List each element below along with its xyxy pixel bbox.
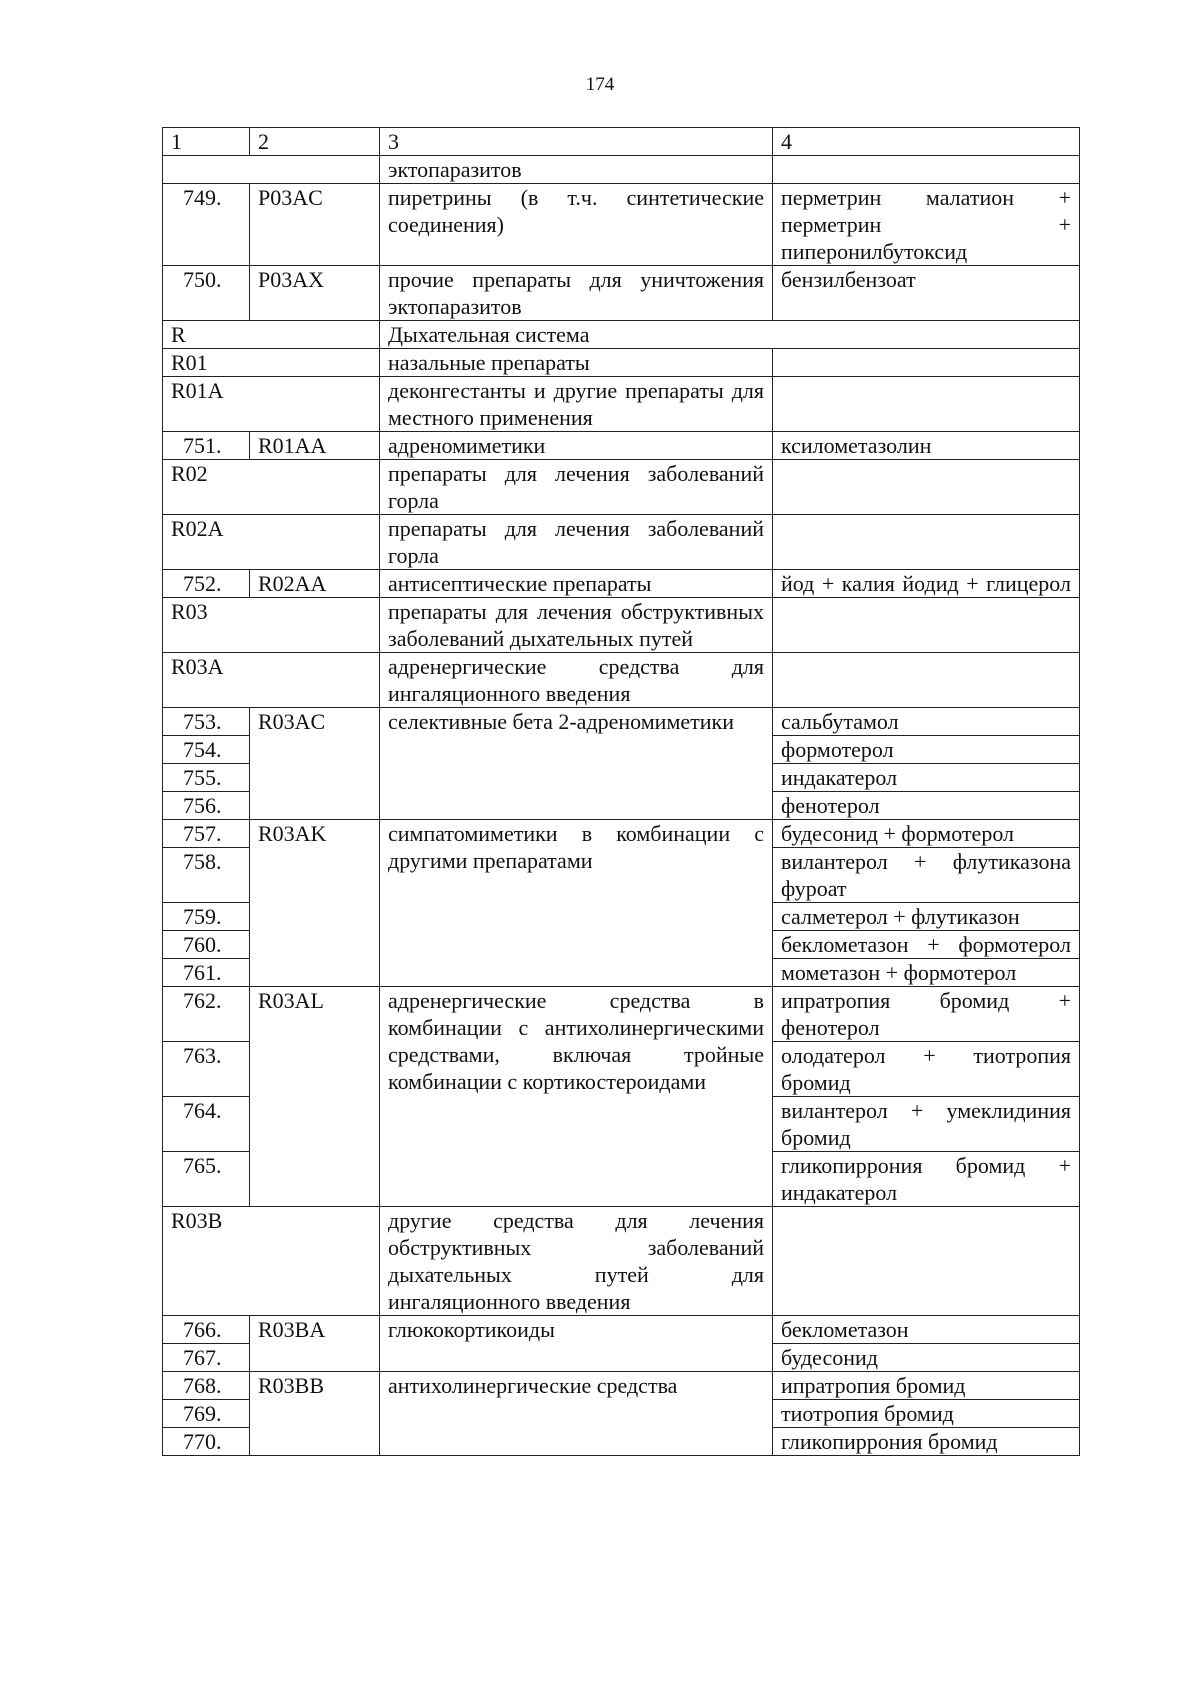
row-number: 767. xyxy=(163,1344,250,1372)
group-row xyxy=(163,1207,1080,1316)
table-row xyxy=(163,708,1080,736)
row-number: 769. xyxy=(163,1400,250,1428)
drug-cell: формотерол xyxy=(773,736,1080,764)
drug-cell: олодатерол + тиотропия бромид xyxy=(773,1042,1080,1097)
column-header: 4 xyxy=(773,128,1080,156)
row-number: 764. xyxy=(163,1097,250,1152)
row-number: 753. xyxy=(163,708,250,736)
table-row xyxy=(163,1372,1080,1400)
atc-code: R xyxy=(163,321,380,349)
table-row xyxy=(163,820,1080,848)
description-cell: эктопаразитов xyxy=(380,156,773,184)
row-number: 758. xyxy=(163,848,250,903)
drug-cell: тиотропия бромид xyxy=(773,1400,1080,1428)
row-number: 755. xyxy=(163,764,250,792)
table-row xyxy=(163,184,1080,266)
drug-cell: будесонид + формотерол xyxy=(773,820,1080,848)
atc-code: R03AK xyxy=(250,820,380,987)
row-number: 756. xyxy=(163,792,250,820)
drug-cell: будесонид xyxy=(773,1344,1080,1372)
description-cell: симпатомиметики в комбинации с другими препаратами xyxy=(380,820,773,987)
atc-code: R03BA xyxy=(250,1316,380,1372)
description-cell: антисептические препараты xyxy=(380,570,773,598)
table-row xyxy=(163,570,1080,598)
row-number: 760. xyxy=(163,931,250,959)
drug-cell: вилантерол + умеклидиния бромид xyxy=(773,1097,1080,1152)
atc-code: R03AL xyxy=(250,987,380,1207)
atc-code: R01A xyxy=(163,377,380,432)
atc-code: P03AC xyxy=(250,184,380,266)
atc-code: R03 xyxy=(163,598,380,653)
description-cell: адреномиметики xyxy=(380,432,773,460)
atc-code: R03AC xyxy=(250,708,380,820)
atc-code: R03BB xyxy=(250,1372,380,1456)
group-row xyxy=(163,653,1080,708)
drug-cell: индакатерол xyxy=(773,764,1080,792)
drug-cell: гликопиррония бромид xyxy=(773,1428,1080,1456)
table-row xyxy=(163,156,1080,184)
row-number: 757. xyxy=(163,820,250,848)
description-cell: препараты для лечения заболеваний горла xyxy=(380,460,773,515)
atc-code: R02A xyxy=(163,515,380,570)
table-row xyxy=(163,1316,1080,1344)
drug-cell: ипратропия бромид xyxy=(773,1372,1080,1400)
table-row xyxy=(163,266,1080,321)
drug-cell: салметерол + флутиказон xyxy=(773,903,1080,931)
description-cell: глюкокортикоиды xyxy=(380,1316,773,1372)
atc-code: R01 xyxy=(163,349,380,377)
section-title: Дыхательная система xyxy=(380,321,1080,349)
drug-cell: фенотерол xyxy=(773,792,1080,820)
page-number: 174 xyxy=(585,74,615,95)
group-row xyxy=(163,377,1080,432)
row-number: 761. xyxy=(163,959,250,987)
drug-cell: вилантерол + флутиказона фуроат xyxy=(773,848,1080,903)
drug-list-table xyxy=(162,127,1080,1456)
atc-code: R03A xyxy=(163,653,380,708)
section-row xyxy=(163,321,1080,349)
description-cell: пиретрины (в т.ч. синтетические соединения) xyxy=(380,184,773,266)
row-number: 765. xyxy=(163,1152,250,1207)
description-cell: другие средства для лечения обструктивных заболеваний дыхательных путей для ингаляционного введения xyxy=(380,1207,773,1316)
drug-cell: мометазон + формотерол xyxy=(773,959,1080,987)
drug-cell: гликопиррония бромид + индакатерол xyxy=(773,1152,1080,1207)
group-row xyxy=(163,349,1080,377)
atc-code: R03B xyxy=(163,1207,380,1316)
drug-cell: беклометазон + формотерол xyxy=(773,931,1080,959)
table-row xyxy=(163,432,1080,460)
table-header-row xyxy=(163,128,1080,156)
drug-cell: перметрин малатион + перметрин + пиперонилбутоксид xyxy=(773,184,1080,266)
table-row xyxy=(163,987,1080,1042)
drug-cell: бензилбензоат xyxy=(773,266,1080,321)
row-number: 770. xyxy=(163,1428,250,1456)
column-header: 3 xyxy=(380,128,773,156)
drug-cell: йод + калия йодид + глицерол xyxy=(773,570,1080,598)
row-number: 752. xyxy=(163,570,250,598)
atc-code: P03AX xyxy=(250,266,380,321)
description-cell: антихолинергические средства xyxy=(380,1372,773,1456)
group-row xyxy=(163,460,1080,515)
drug-cell: беклометазон xyxy=(773,1316,1080,1344)
group-row xyxy=(163,515,1080,570)
drug-cell: сальбутамол xyxy=(773,708,1080,736)
description-cell: препараты для лечения заболеваний горла xyxy=(380,515,773,570)
drug-cell: ипратропия бромид + фенотерол xyxy=(773,987,1080,1042)
description-cell: назальные препараты xyxy=(380,349,773,377)
atc-code: R02 xyxy=(163,460,380,515)
row-number: 759. xyxy=(163,903,250,931)
row-number: 766. xyxy=(163,1316,250,1344)
description-cell: селективные бета 2-адреномиметики xyxy=(380,708,773,820)
description-cell: адренергические средства в комбинации с антихолинергическими средствами, включая тройные комбинации с кортикостероидами xyxy=(380,987,773,1207)
description-cell: препараты для лечения обструктивных заболеваний дыхательных путей xyxy=(380,598,773,653)
atc-code: R01AA xyxy=(250,432,380,460)
group-row xyxy=(163,598,1080,653)
description-cell: деконгестанты и другие препараты для местного применения xyxy=(380,377,773,432)
row-number: 768. xyxy=(163,1372,250,1400)
row-number: 749. xyxy=(163,184,250,266)
row-number: 762. xyxy=(163,987,250,1042)
atc-code: R02AA xyxy=(250,570,380,598)
description-cell: адренергические средства для ингаляционного введения xyxy=(380,653,773,708)
row-number: 751. xyxy=(163,432,250,460)
row-number: 763. xyxy=(163,1042,250,1097)
row-number: 750. xyxy=(163,266,250,321)
row-number: 754. xyxy=(163,736,250,764)
column-header: 1 xyxy=(163,128,250,156)
column-header: 2 xyxy=(250,128,380,156)
description-cell: прочие препараты для уничтожения эктопаразитов xyxy=(380,266,773,321)
drug-cell: ксилометазолин xyxy=(773,432,1080,460)
